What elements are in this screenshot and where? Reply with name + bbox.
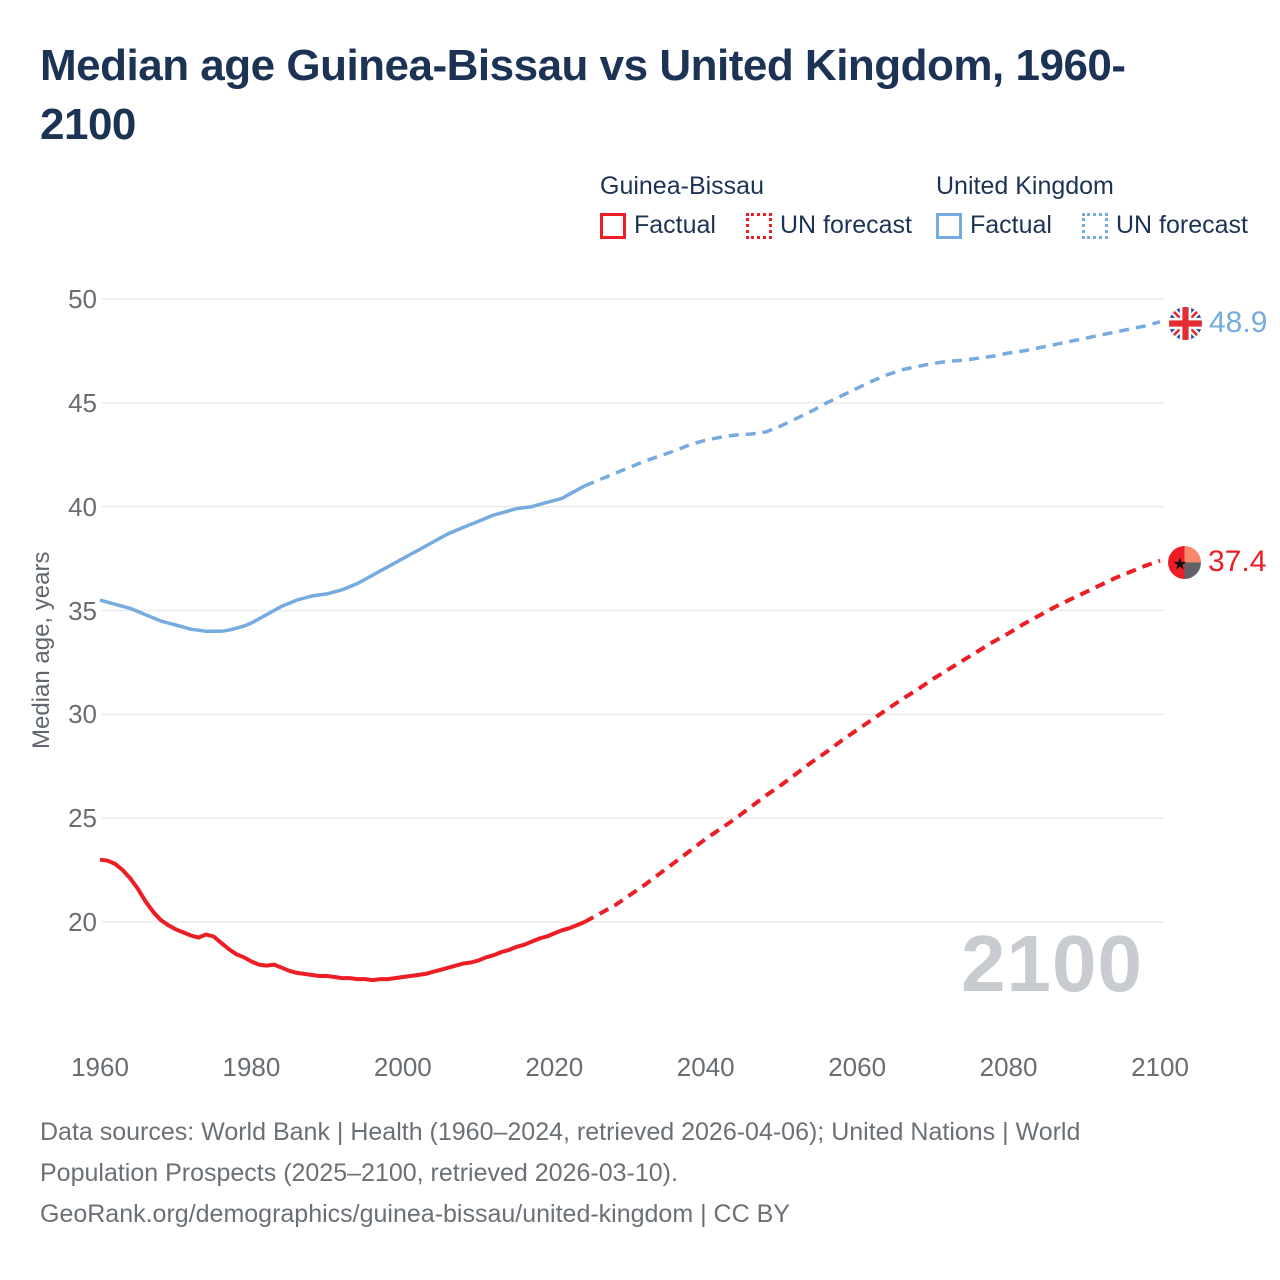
footer-data-sources-line1: Data sources: World Bank | Health (1960–2024, retrieved 2026-04-06); United Nations | World: [40, 1118, 1081, 1146]
legend-country-label: Guinea-Bissau: [600, 172, 764, 200]
y-tick-label: 20: [68, 907, 97, 937]
footer-attribution: GeoRank.org/demographics/guinea-bissau/united-kingdom | CC BY: [40, 1200, 790, 1228]
footer-data-sources-line2: Population Prospects (2025–2100, retrieved 2026-03-10).: [40, 1159, 678, 1187]
end-label-guinea-bissau: [1168, 545, 1266, 579]
legend-country-label: United Kingdom: [936, 172, 1114, 200]
x-tick-label: 1980: [222, 1052, 281, 1082]
x-tick-label: 2080: [979, 1052, 1038, 1082]
series-line: [100, 486, 585, 631]
y-tick-label: 50: [68, 284, 97, 314]
x-tick-label: 2100: [1131, 1052, 1189, 1082]
x-tick-label: 2040: [676, 1052, 735, 1082]
y-tick-label: 25: [68, 803, 97, 834]
end-value-guinea-bissau: 37.4: [1208, 545, 1267, 578]
x-tick-label: 2020: [525, 1052, 584, 1082]
guinea-bissau-flag-icon: [1168, 546, 1201, 579]
y-tick-label: 30: [68, 699, 97, 730]
y-tick-label: 45: [68, 387, 97, 418]
y-axis-title: Median age, years: [28, 551, 55, 749]
legend-item-label: UN forecast: [1115, 211, 1248, 239]
legend-item-label: Factual: [970, 211, 1052, 239]
x-tick-label: 2060: [828, 1052, 887, 1082]
x-tick-label: 1960: [71, 1052, 129, 1082]
y-tick-label: 40: [68, 491, 97, 522]
y-tick-label: 35: [68, 595, 97, 626]
series-line: [585, 561, 1160, 922]
x-tick-label: 2000: [373, 1052, 432, 1082]
page-title-line2: 2100: [40, 100, 136, 149]
watermark-year: 2100: [961, 919, 1143, 1008]
series-line: [100, 860, 585, 980]
page-title-line1: Median age Guinea-Bissau vs United Kingdom, 1960-: [40, 41, 1126, 90]
end-label-united-kingdom: [1169, 306, 1267, 340]
series-line: [585, 322, 1160, 486]
uk-flag-icon: [1169, 307, 1202, 340]
end-value-united-kingdom: 48.9: [1209, 306, 1268, 339]
legend-item-label: Factual: [634, 211, 716, 239]
legend-item-label: UN forecast: [779, 211, 912, 239]
